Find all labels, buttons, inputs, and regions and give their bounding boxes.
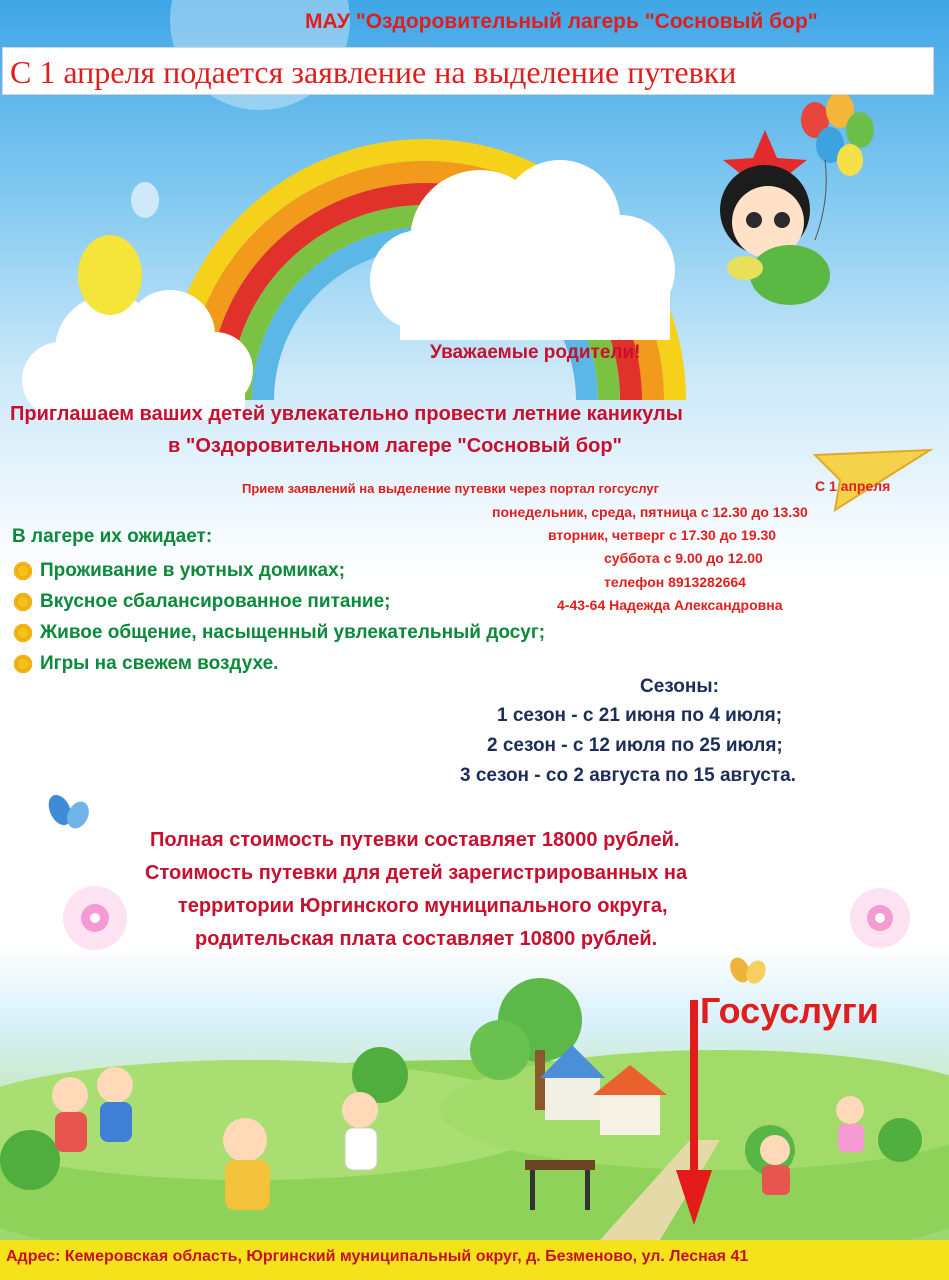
organization-name: МАУ "Оздоровительный лагерь "Сосновый бор"	[305, 10, 818, 33]
flower-bullet-icon	[12, 622, 34, 644]
greeting: Уважаемые родители!	[430, 342, 641, 363]
flower-bullet-icon	[12, 591, 34, 613]
hours-tue-thu: вторник, четверг с 17.30 до 19.30	[548, 527, 777, 543]
camp-item-text: Проживание в уютных домиках;	[40, 560, 346, 581]
flower-left	[63, 886, 127, 950]
announcement-text: С 1 апреля подается заявление на выделение путевки	[10, 54, 737, 90]
price-line: Стоимость путевки для детей зарегистрированных на	[145, 862, 688, 884]
camp-item-text: Живое общение, насыщенный увлекательный досуг;	[40, 622, 546, 643]
price-line: родительская плата составляет 10800 рублей.	[195, 928, 658, 950]
contact-person: 4-43-64 Надежда Александровна	[557, 597, 783, 613]
camp-item	[12, 560, 345, 582]
contact-phone: телефон 8913282664	[604, 574, 746, 590]
cartoon-girl-with-star	[720, 130, 830, 305]
flower-bullet-icon	[12, 653, 34, 675]
gosuslugi-label: Госуслуги	[700, 990, 879, 1031]
hours-mon-wed-fri: понедельник, среда, пятница с 12.30 до 13.30	[492, 504, 808, 520]
camp-heading: В лагере их ожидает:	[12, 526, 213, 547]
address: Адрес: Кемеровская область, Юргинский муниципальный округ, д. Безменово, ул. Лесная 41	[6, 1248, 749, 1265]
invitation-line-1: Приглашаем ваших детей увлекательно провести летние каникулы	[10, 403, 683, 425]
application-portal: Прием заявлений на выделение путевки через портал гогсуслуг	[242, 481, 660, 496]
camp-item-text: Игры на свежем воздухе.	[40, 653, 279, 674]
application-start: С 1 апреля	[815, 478, 891, 494]
camp-item	[12, 653, 278, 675]
hours-sat: суббота с 9.00 до 12.00	[604, 550, 763, 566]
price-line: Полная стоимость путевки составляет 18000 рублей.	[150, 829, 680, 851]
season-item: 3 сезон - со 2 августа по 15 августа.	[460, 765, 796, 786]
butterfly-blue	[44, 791, 93, 832]
butterfly-orange	[726, 954, 769, 986]
invitation-line-2: в "Оздоровительном лагере "Сосновый бор"	[168, 435, 623, 457]
flower-bullet-icon	[12, 560, 34, 582]
camp-item	[12, 591, 391, 613]
seasons-title: Сезоны:	[640, 676, 719, 697]
camp-item	[12, 622, 545, 644]
season-item: 2 сезон - с 12 июля по 25 июля;	[487, 735, 783, 756]
flower-right	[850, 888, 910, 948]
price-line: территории Юргинского муниципального округа,	[178, 895, 668, 917]
season-item: 1 сезон - с 21 июня по 4 июля;	[497, 705, 783, 726]
camp-item-text: Вкусное сбалансированное питание;	[40, 591, 391, 612]
